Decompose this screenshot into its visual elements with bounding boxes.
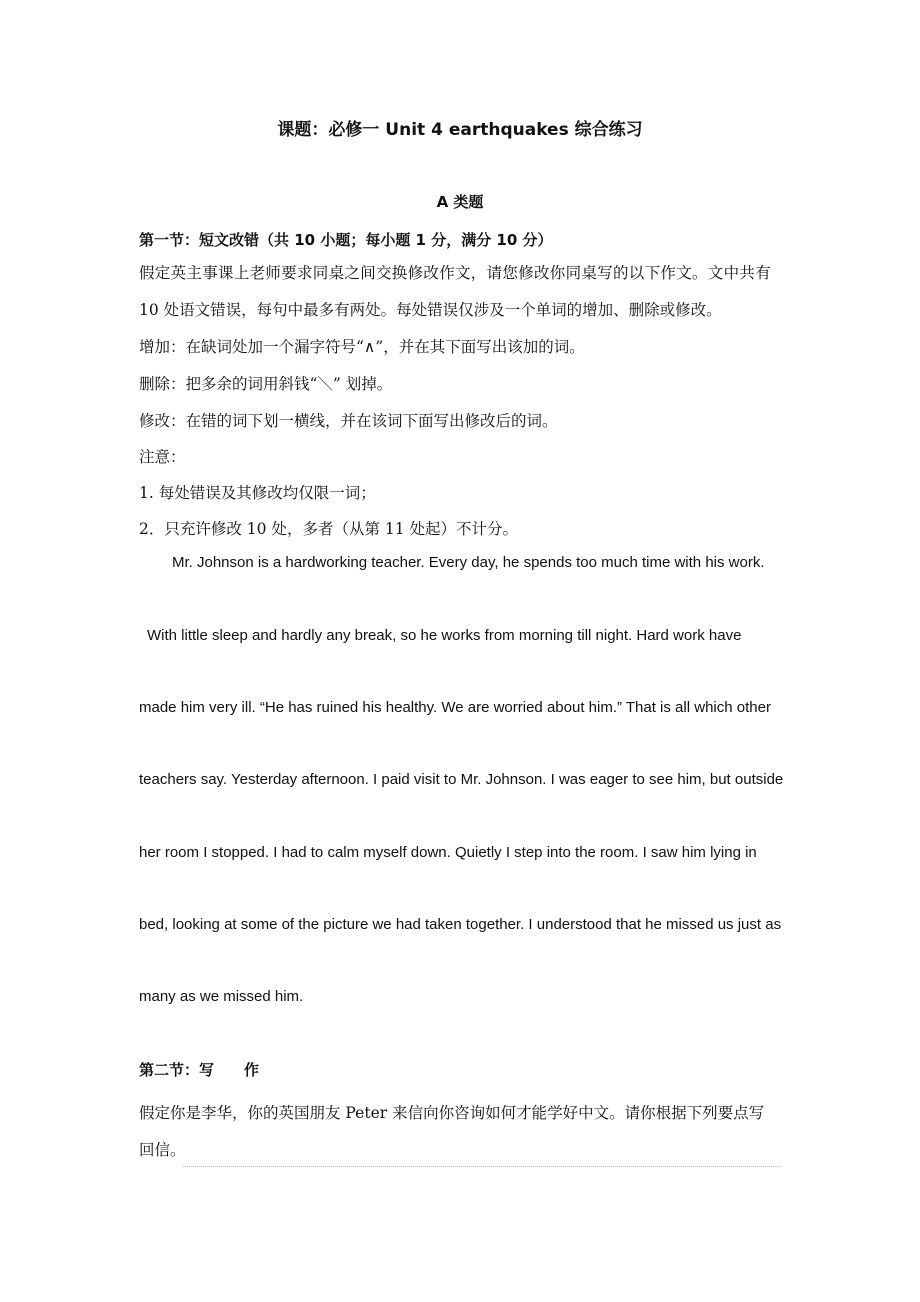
- instruction-line: 注意：: [139, 448, 186, 466]
- instruction-line: 假定你是李华，你的英国朋友 Peter 来信向你咨询如何才能学好中文。请你根据下列要点写: [139, 1104, 765, 1122]
- passage-line: bed, looking at some of the picture we had taken together. I understood that he missed us just as: [139, 916, 782, 933]
- instruction-line: 假定英主事课上老师要求同桌之间交换修改作文，请您修改你同桌写的以下作文。文中共有: [139, 264, 772, 282]
- instruction-line: 增加：在缺词处加一个漏字符号“∧”，并在其下面写出该加的词。: [139, 338, 585, 356]
- passage-line: With little sleep and hardly any break, so he works from morning till night. Hard work have: [147, 627, 742, 644]
- instruction-line: 回信。: [139, 1141, 186, 1159]
- passage-line: Mr. Johnson is a hardworking teacher. Every day, he spends too much time with his work.: [172, 554, 765, 571]
- instruction-line: 10 处语文错误，每句中最多有两处。每处错误仅涉及一个单词的增加、删除或修改。: [139, 301, 722, 319]
- passage-line: made him very ill. “He has ruined his healthy. We are worried about him.” That is all which other: [139, 699, 771, 716]
- instruction-line: 2．只充许修改 10 处，多者（从第 11 处起）不计分。: [139, 520, 519, 538]
- passage-line: many as we missed him.: [139, 988, 304, 1005]
- instruction-line: 修改：在错的词下划一横线，并在该词下面写出修改后的词。: [139, 412, 558, 430]
- document-title: 课题：必修一 Unit 4 earthquakes 综合练习: [277, 120, 643, 140]
- part2-heading: 第二节：写 作: [139, 1061, 260, 1079]
- section-a-heading: A 类题: [436, 193, 484, 211]
- passage-line: teachers say. Yesterday afternoon. I paid visit to Mr. Johnson. I was eager to see him, but outside: [139, 771, 784, 788]
- part1-heading: 第一节：短文改错（共 10 小题；每小题 1 分，满分 10 分）: [139, 231, 553, 249]
- instruction-line: 删除：把多余的词用斜钱“＼” 划掉。: [139, 375, 393, 393]
- instruction-line: 1. 每处错误及其修改均仅限一词；: [139, 484, 376, 502]
- dotted-divider: [183, 1166, 780, 1167]
- passage-line: her room I stopped. I had to calm myself down. Quietly I step into the room. I saw him lying in: [139, 844, 757, 861]
